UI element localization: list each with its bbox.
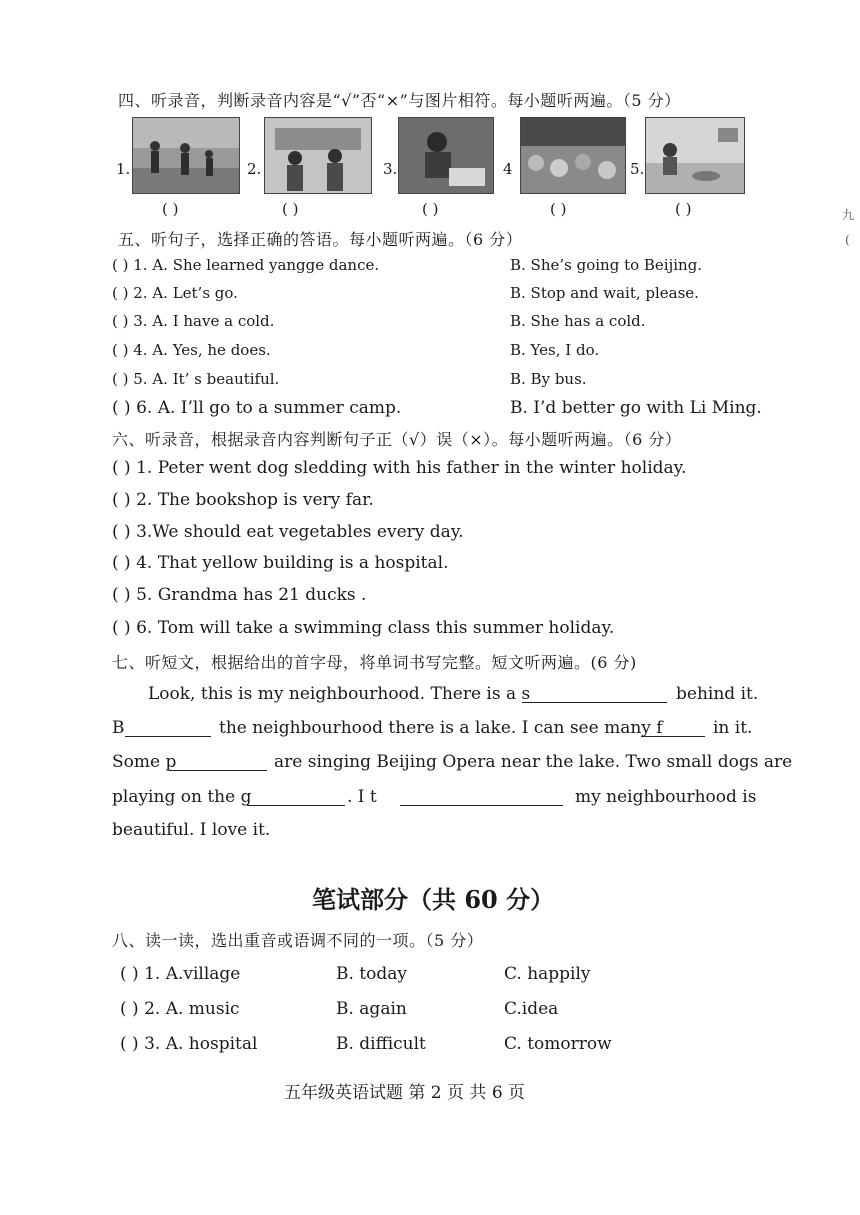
s5-item-4-b: B. Yes, I do. (510, 341, 600, 359)
s6-item-2: ( ) 2. The bookshop is very far. (112, 490, 374, 510)
s5-item-2: ( ) 2. A. Let’s go. (112, 284, 238, 302)
s5-item-3-b: B. She has a cold. (510, 312, 646, 330)
pic-num-4: 4 (503, 160, 513, 178)
s5-item-6: ( ) 6. A. I’ll go to a summer camp. (112, 398, 402, 418)
s6-item-3: ( ) 3.We should eat vegetables every day. (112, 522, 464, 542)
passage-line-3a: Some p (112, 752, 177, 772)
picture-2-classroom (264, 117, 372, 194)
s8-item-3: ( ) 3. A. hospital (120, 1034, 258, 1054)
section-7-title: 七、听短文，根据给出的首字母，将单词书写完整。短文听两遍。(6 分) (112, 653, 637, 672)
s8-item-3-b: B. difficult (336, 1034, 426, 1054)
s8-item-2-c: C.idea (504, 999, 559, 1019)
passage-line-3b: are singing Beijing Opera near the lake. Two small dogs are (274, 752, 793, 772)
answer-paren-2: ( ) (282, 200, 299, 218)
s5-item-5-b: B. By bus. (510, 370, 587, 388)
passage-line-1b: behind it. (676, 684, 759, 704)
pic-num-2: 2. (247, 160, 262, 178)
s5-item-1: ( ) 1. A. She learned yangge dance. (112, 256, 380, 274)
s5-item-3: ( ) 3. A. I have a cold. (112, 312, 275, 330)
s6-item-1: ( ) 1. Peter went dog sledding with his father in the winter holiday. (112, 458, 687, 478)
blank-b-word[interactable] (125, 722, 211, 737)
classroom-image (265, 118, 371, 193)
s8-item-1-c: C. happily (504, 964, 591, 984)
blank-s-word[interactable] (522, 688, 667, 703)
picture-4-garden (520, 117, 626, 194)
s5-item-4: ( ) 4. A. Yes, he does. (112, 341, 271, 359)
margin-mark-2: ( (845, 233, 850, 247)
beach-image (646, 118, 744, 193)
section-5-title: 五、听句子，选择正确的答语。每小题听两遍。（6 分） (118, 230, 523, 249)
section-6-title: 六、听录音，根据录音内容判断句子正（√）误（×）。每小题听两遍。（6 分） (112, 430, 682, 449)
passage-line-1a: Look, this is my neighbourhood. There is a s (148, 684, 531, 704)
s6-item-6: ( ) 6. Tom will take a swimming class this summer holiday. (112, 618, 615, 638)
s6-item-5: ( ) 5. Grandma has 21 ducks . (112, 585, 367, 605)
passage-line-5: beautiful. I love it. (112, 820, 271, 840)
answer-paren-3: ( ) (422, 200, 439, 218)
picture-1-kids-playing (132, 117, 240, 194)
blank-t-word[interactable] (400, 791, 563, 806)
answer-paren-1: ( ) (162, 200, 179, 218)
blank-g-word[interactable] (247, 791, 345, 806)
picture-3-boy-at-desk (398, 117, 494, 194)
picture-5-beach (645, 117, 745, 194)
s8-item-1-b: B. today (336, 964, 407, 984)
s5-item-6-b: B. I’d better go with Li Ming. (510, 398, 762, 418)
blank-f-word[interactable] (641, 722, 705, 737)
pic-num-3: 3. (383, 160, 398, 178)
passage-line-2b: the neighbourhood there is a lake. I can see many f (219, 718, 663, 738)
s8-item-1: ( ) 1. A.village (120, 964, 241, 984)
margin-mark-1: 九 (842, 208, 855, 222)
answer-paren-5: ( ) (675, 200, 692, 218)
pic-num-1: 1. (116, 160, 131, 178)
s8-item-2-b: B. again (336, 999, 407, 1019)
passage-line-4c: my neighbourhood is (575, 787, 757, 807)
boy-at-desk-image (399, 118, 493, 193)
garden-image (521, 118, 625, 193)
kids-playing-image (133, 118, 239, 193)
s5-item-5: ( ) 5. A. It’ s beautiful. (112, 370, 280, 388)
section-4-title: 四、听录音，判断录音内容是“√”否“×”与图片相符。每小题听两遍。（5 分） (118, 91, 681, 110)
passage-line-2c: in it. (713, 718, 753, 738)
section-8-title: 八、读一读，选出重音或语调不同的一项。（5 分） (112, 931, 484, 950)
s8-item-3-c: C. tomorrow (504, 1034, 612, 1054)
s5-item-1-b: B. She’s going to Beijing. (510, 256, 703, 274)
passage-line-4b: . I t (347, 787, 377, 807)
blank-p-word[interactable] (169, 756, 267, 771)
s6-item-4: ( ) 4. That yellow building is a hospital. (112, 553, 449, 573)
answer-paren-4: ( ) (550, 200, 567, 218)
s8-item-2: ( ) 2. A. music (120, 999, 240, 1019)
passage-line-2a: B (112, 718, 125, 738)
s5-item-2-b: B. Stop and wait, please. (510, 284, 699, 302)
written-part-title: 笔试部分（共 60 分） (312, 885, 555, 914)
page-footer: 五年级英语试题 第 2 页 共 6 页 (284, 1083, 526, 1103)
passage-line-4a: playing on the g (112, 787, 252, 807)
pic-num-5: 5. (630, 160, 645, 178)
